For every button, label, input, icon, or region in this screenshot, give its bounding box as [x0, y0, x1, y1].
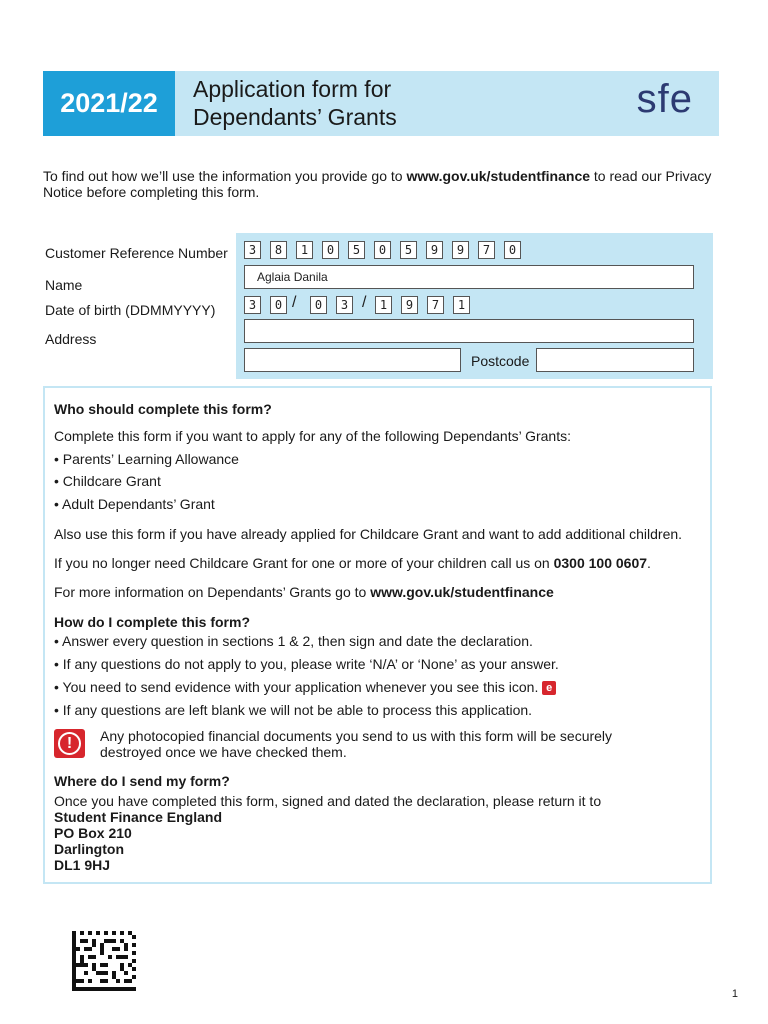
name-label: Name — [45, 277, 83, 293]
dob-separator: / — [362, 294, 367, 311]
crn-digit-box[interactable]: 8 — [270, 241, 287, 259]
postcode-label: Postcode — [471, 353, 530, 369]
dob-digit-box[interactable]: 0 — [310, 296, 327, 314]
dob-digit-box[interactable]: 7 — [427, 296, 444, 314]
how-item: • You need to send evidence with your application whenever you see this icon. e — [54, 679, 556, 695]
warning-text: Any photocopied financial documents you send to us with this form will be securely destroyed once we have checked them. — [100, 728, 613, 760]
dob-digit-box[interactable]: 9 — [401, 296, 418, 314]
crn-digit-box[interactable]: 0 — [504, 241, 521, 259]
crn-label: Customer Reference Number — [45, 245, 228, 261]
how-heading: How do I complete this form? — [54, 614, 251, 630]
form-title: Application form for Dependants’ Grants — [193, 76, 397, 130]
how-item: • Answer every question in sections 1 & 2, then sign and date the declaration. — [54, 633, 533, 649]
dob-digit-box[interactable]: 1 — [375, 296, 392, 314]
page-number: 1 — [731, 988, 738, 1000]
address-field[interactable] — [244, 319, 694, 343]
who-intro: Complete this form if you want to apply for any of the following Dependants’ Grants: — [54, 428, 571, 444]
address-label: Address — [45, 331, 97, 347]
warning-icon: ! — [54, 729, 85, 758]
grant-item: • Childcare Grant — [54, 473, 161, 489]
crn-digit-box[interactable]: 9 — [426, 241, 443, 259]
more-info-link[interactable]: www.gov.uk/studentfinance — [370, 584, 554, 600]
dob-digit-box[interactable]: 3 — [244, 296, 261, 314]
grant-item: • Parents’ Learning Allowance — [54, 451, 239, 467]
where-heading: Where do I send my form? — [54, 773, 230, 789]
privacy-intro: To find out how we’ll use the information you provide go to www.gov.uk/studentfinance to read our Privacy Notice before completing this form. — [43, 168, 712, 200]
also-use-text: Also use this form if you have already applied for Childcare Grant and want to add additional children. — [54, 526, 683, 542]
where-text: Once you have completed this form, signed and dated the declaration, please return it to — [54, 793, 602, 809]
how-item: • If any questions are left blank we will not be able to process this application. — [54, 702, 533, 718]
dob-separator: / — [292, 294, 297, 311]
crn-digit-box[interactable]: 5 — [348, 241, 365, 259]
datamatrix-barcode — [72, 931, 136, 991]
sfe-logo: sfe — [636, 77, 693, 121]
crn-digit-box[interactable]: 3 — [244, 241, 261, 259]
dob-digit-box[interactable]: 1 — [453, 296, 470, 314]
no-longer-text: If you no longer need Childcare Grant for one or more of your children call us on 0300 100 0607. — [54, 555, 651, 571]
crn-digit-box[interactable]: 1 — [296, 241, 313, 259]
title-banner — [175, 71, 719, 136]
crn-digit-box[interactable]: 0 — [322, 241, 339, 259]
address-field-line2[interactable] — [244, 348, 461, 372]
dob-digit-box[interactable]: 0 — [270, 296, 287, 314]
dob-digit-box[interactable]: 3 — [336, 296, 353, 314]
who-heading: Who should complete this form? — [54, 401, 272, 417]
crn-digit-box[interactable]: 9 — [452, 241, 469, 259]
phone-number: 0300 100 0607 — [553, 555, 648, 571]
postal-address: Student Finance England PO Box 210 Darlington DL1 9HJ — [54, 809, 223, 873]
more-info-text: For more information on Dependants’ Grants go to www.gov.uk/studentfinance — [54, 584, 554, 600]
dob-label: Date of birth (DDMMYYYY) — [45, 302, 216, 318]
evidence-icon: e — [542, 681, 556, 695]
year-badge: 2021/22 — [43, 71, 175, 136]
postcode-field[interactable] — [536, 348, 694, 372]
crn-digit-box[interactable]: 0 — [374, 241, 391, 259]
name-field[interactable]: Aglaia Danila — [244, 265, 694, 289]
how-item: • If any questions do not apply to you, please write ‘N/A’ or ‘None’ as your answer. — [54, 656, 559, 672]
studentfinance-link[interactable]: www.gov.uk/studentfinance — [406, 168, 591, 184]
crn-digit-box[interactable]: 7 — [478, 241, 495, 259]
grant-item: • Adult Dependants’ Grant — [54, 496, 215, 512]
crn-digit-box[interactable]: 5 — [400, 241, 417, 259]
